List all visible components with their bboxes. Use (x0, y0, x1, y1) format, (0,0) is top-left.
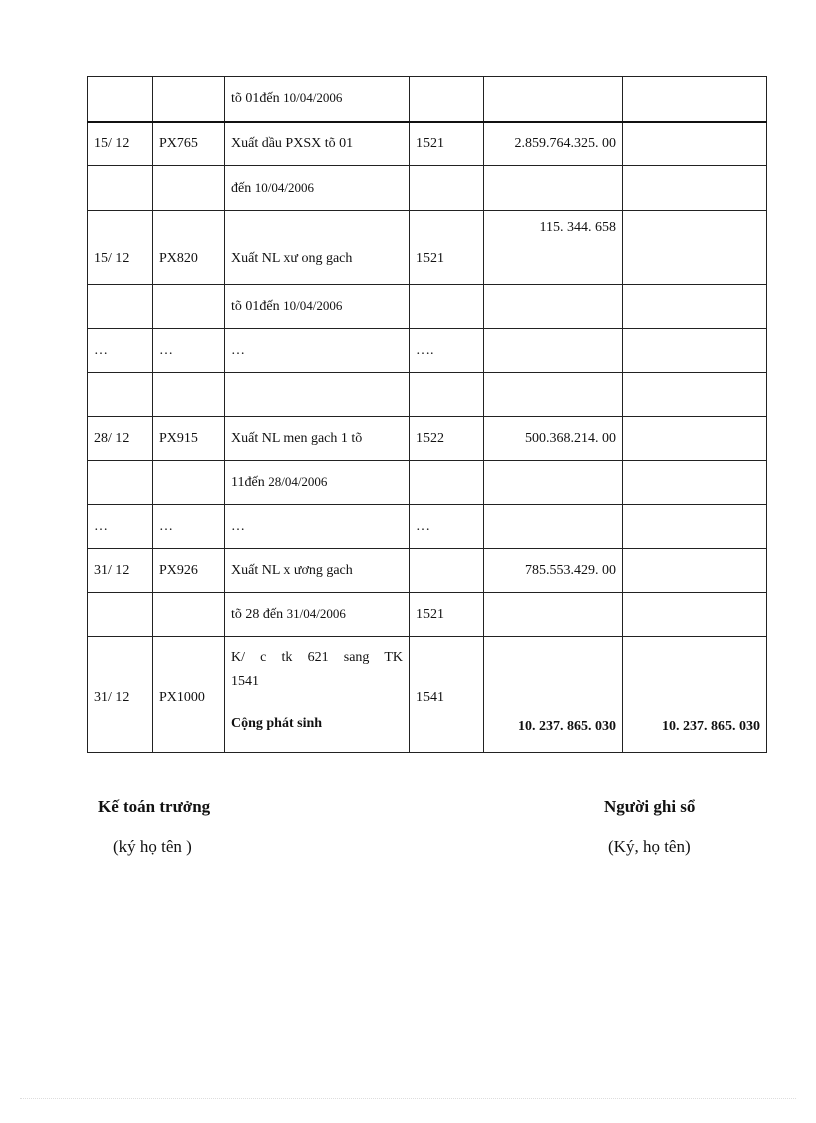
description-cell (225, 505, 410, 549)
table-row (88, 461, 767, 505)
description-text: … (231, 343, 245, 358)
page-footer-divider (20, 1098, 796, 1099)
description-text: Xuất dầu PXSX tõ 01 (231, 136, 354, 152)
description-date: 31/04/2006 (286, 606, 346, 621)
voucher-cell (153, 373, 225, 417)
description-cell (225, 211, 410, 285)
date-cell: … (88, 505, 153, 549)
credit-cell (623, 122, 767, 166)
voucher-cell: PX765 (153, 122, 225, 166)
date-cell: 28/ 12 (88, 417, 153, 461)
description-text: tõ 01đến (231, 91, 284, 107)
voucher-cell (153, 166, 225, 211)
table-row (88, 549, 767, 593)
description-date: 10/04/2006 (283, 90, 343, 106)
credit-cell (623, 211, 767, 285)
table-row (88, 211, 767, 285)
bookkeeper-sub: (Ký, họ tên) (608, 837, 691, 856)
debit-cell: 2.859.764.325. 00 (484, 122, 623, 166)
description-text: tõ 01đến (231, 299, 284, 314)
total-label: Cộng phát sinh (231, 716, 323, 731)
account-cell: 1541 (410, 637, 484, 753)
credit-cell (623, 549, 767, 593)
debit-cell: 115. 344. 658 (484, 211, 623, 285)
credit-cell (623, 77, 767, 122)
debit-cell: 500.368.214. 00 (484, 417, 623, 461)
credit-cell (623, 285, 767, 329)
date-cell (88, 593, 153, 637)
date-cell: 31/ 12 (88, 549, 153, 593)
voucher-cell (153, 461, 225, 505)
table-row (88, 77, 767, 122)
description-text: Xuất NL x ương gach (231, 563, 353, 578)
description-text: tõ 28 đến (231, 607, 287, 622)
voucher-cell: … (153, 329, 225, 373)
table-row (88, 166, 767, 211)
description-cell (225, 122, 410, 166)
debit-cell (484, 505, 623, 549)
description-cell (225, 285, 410, 329)
voucher-cell (153, 285, 225, 329)
description-date: 10/04/2006 (283, 298, 343, 313)
debit-cell (484, 593, 623, 637)
description-line-1: K/ c tk 621 sang TK (231, 650, 403, 665)
description-cell (225, 549, 410, 593)
credit-cell (623, 461, 767, 505)
description-cell (225, 373, 410, 417)
account-cell: 1522 (410, 417, 484, 461)
description-cell (225, 329, 410, 373)
ledger-table (87, 76, 767, 753)
account-cell (410, 373, 484, 417)
chief-accountant-sub: (ký họ tên ) (113, 837, 192, 856)
credit-cell (623, 505, 767, 549)
date-cell (88, 285, 153, 329)
date-cell (88, 373, 153, 417)
debit-cell (484, 77, 623, 122)
debit-cell: 785.553.429. 00 (484, 549, 623, 593)
description-cell (225, 77, 410, 122)
description-cell (225, 417, 410, 461)
date-cell: 15/ 12 (88, 122, 153, 166)
voucher-cell: PX1000 (153, 637, 225, 753)
table-row (88, 417, 767, 461)
description-cell (225, 461, 410, 505)
description-text: đến (231, 180, 255, 196)
account-cell: 1521 (410, 122, 484, 166)
date-cell (88, 461, 153, 505)
credit-cell (623, 329, 767, 373)
bookkeeper-signature (604, 797, 695, 857)
description-line-2: 1541 (231, 674, 259, 689)
account-cell (410, 285, 484, 329)
table-row (88, 593, 767, 637)
account-cell: 1521 (410, 593, 484, 637)
table-row (88, 505, 767, 549)
bookkeeper-title: Người ghi sổ (604, 797, 696, 816)
description-date: 28/04/2006 (268, 474, 328, 489)
debit-cell (484, 329, 623, 373)
credit-cell (623, 373, 767, 417)
debit-cell (484, 461, 623, 505)
credit-cell (623, 166, 767, 211)
voucher-cell: PX915 (153, 417, 225, 461)
total-credit: 10. 237. 865. 030 (623, 637, 767, 753)
account-cell (410, 77, 484, 122)
account-cell (410, 461, 484, 505)
voucher-cell: … (153, 505, 225, 549)
voucher-cell: PX820 (153, 211, 225, 285)
date-cell: 15/ 12 (88, 211, 153, 285)
description-cell (225, 166, 410, 211)
date-cell (88, 77, 153, 122)
voucher-cell: PX926 (153, 549, 225, 593)
account-cell (410, 549, 484, 593)
debit-cell (484, 373, 623, 417)
chief-accountant-signature (98, 797, 210, 857)
table-row (88, 285, 767, 329)
account-cell: 1521 (410, 211, 484, 285)
total-debit: 10. 237. 865. 030 (484, 637, 623, 753)
description-text: 11đến (231, 475, 269, 490)
description-cell (225, 593, 410, 637)
description-text: Xuất NL men gach 1 tõ (231, 431, 363, 446)
credit-cell (623, 593, 767, 637)
final-row (88, 637, 767, 753)
account-cell: …. (410, 329, 484, 373)
description-text: … (231, 519, 245, 534)
table-row (88, 122, 767, 166)
debit-cell (484, 166, 623, 211)
description-cell (225, 637, 410, 753)
date-cell (88, 166, 153, 211)
date-cell: 31/ 12 (88, 637, 153, 753)
voucher-cell (153, 77, 225, 122)
voucher-cell (153, 593, 225, 637)
description-date: 10/04/2006 (254, 179, 314, 195)
account-cell: … (410, 505, 484, 549)
date-cell: … (88, 329, 153, 373)
description-text: Xuất NL xư ong gach (231, 251, 353, 266)
chief-accountant-title: Kế toán trưởng (98, 797, 211, 816)
account-cell (410, 166, 484, 211)
table-row (88, 373, 767, 417)
credit-cell (623, 417, 767, 461)
debit-cell (484, 285, 623, 329)
table-row (88, 329, 767, 373)
